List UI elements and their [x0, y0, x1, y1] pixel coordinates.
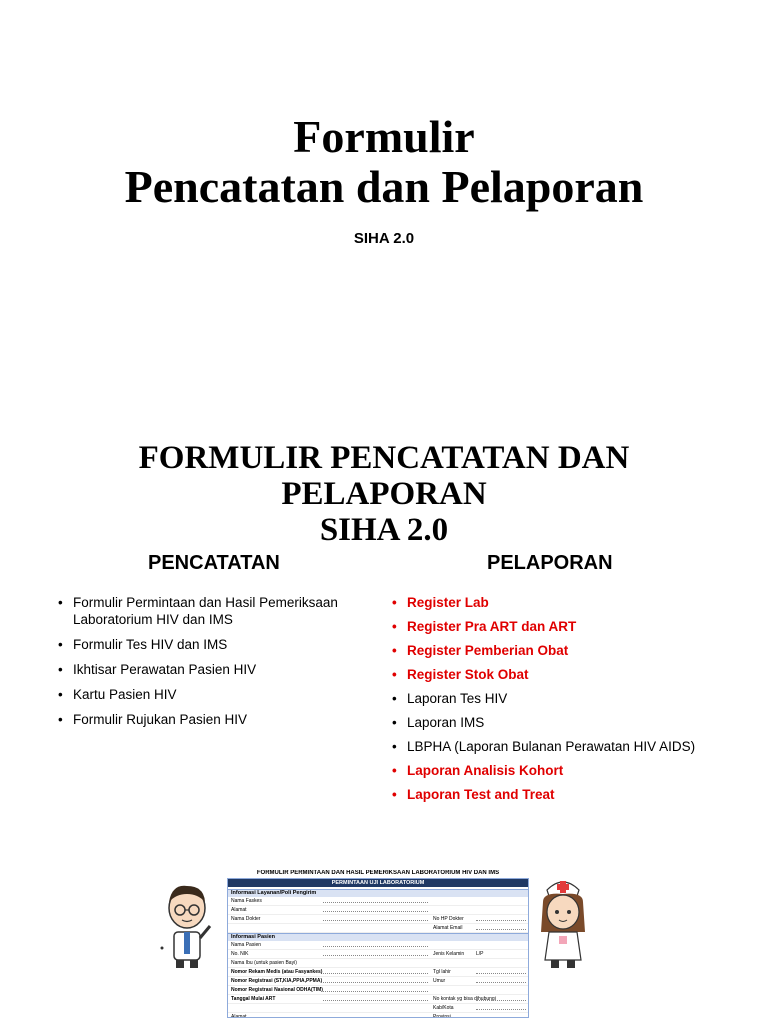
list-item: • Register Stok Obat [392, 666, 732, 683]
slide1-title-line1: Formulir [293, 111, 475, 162]
pencatatan-list [58, 594, 378, 736]
list-item: • Formulir Rujukan Pasien HIV [58, 711, 378, 728]
form-thumbnail [227, 870, 529, 1024]
form-row: Nomor Registrasi (ST,KIA,PPIA,PPMA) Umur [228, 977, 528, 986]
pencatatan-heading: PENCATATAN [148, 552, 280, 574]
form-row: Nomor Rekam Medis (atau Fasyankes) Tgl lahir [228, 968, 528, 977]
slide2-title-line3: SIHA 2.0 [319, 512, 449, 548]
slide2-title-line1: FORMULIR PENCATATAN DAN [138, 440, 630, 476]
slide2-title-line2: PELAPORAN [281, 476, 487, 512]
list-item: • Register Lab [392, 594, 732, 611]
form-bar: PERMINTAAN UJI LABORATORIUM [228, 879, 528, 887]
list-item: • Ikhtisar Perawatan Pasien HIV [58, 661, 378, 678]
nurse-figure-icon [535, 872, 591, 970]
list-item: • Laporan Analisis Kohort [392, 762, 732, 779]
form-row: Nomor Registrasi Nasional ODHA(TIM) [228, 986, 528, 995]
slide1-subtitle: SIHA 2.0 [353, 230, 415, 247]
list-item: • Laporan IMS [392, 714, 732, 731]
doctor-figure-icon [158, 880, 218, 970]
form-section-1: Informasi Layanan/Poli Pengirim [228, 889, 528, 897]
list-item: • Laporan Tes HIV [392, 690, 732, 707]
list-item: • Formulir Permintaan dan Hasil Pemeriksaan Laboratorium HIV dan IMS [58, 594, 378, 628]
form-row: No. NIK Jenis Kelamin L/P [228, 950, 528, 959]
list-item: • Register Pra ART dan ART [392, 618, 732, 635]
form-row: Alamat Provinsi [228, 1013, 528, 1018]
form-row: Tanggal Mulai ART No kontak yg bisa dihubungi [228, 995, 528, 1004]
list-item: • Kartu Pasien HIV [58, 686, 378, 703]
form-row: Nama Dokter No HP Dokter [228, 915, 528, 924]
list-item: • Register Pemberian Obat [392, 642, 732, 659]
list-item: • Formulir Tes HIV dan IMS [58, 636, 378, 653]
form-row: Nama Pasien [228, 941, 528, 950]
pelaporan-list [392, 594, 732, 810]
form-row: Alamat Email [228, 924, 528, 933]
pelaporan-heading: PELAPORAN [487, 552, 613, 574]
form-row: Nama Ibu (untuk pasien Bayi) [228, 959, 528, 968]
form-section-2: Informasi Pasien [228, 933, 528, 941]
slide1-title [0, 112, 768, 212]
slide1-title-line2: Pencatatan dan Pelaporan [124, 161, 644, 212]
list-item: • LBPHA (Laporan Bulanan Perawatan HIV AIDS) [392, 738, 732, 755]
form-row: Kab/Kota [228, 1004, 528, 1013]
slide2-title [0, 440, 768, 548]
list-item: • Laporan Test and Treat [392, 786, 732, 803]
form-title: FORMULIR PERMINTAAN DAN HASIL PEMERIKSAAN LABORATORIUM HIV DAN IMS [256, 870, 500, 876]
form-frame [227, 878, 529, 1018]
form-row: Nama Faskes [228, 897, 528, 906]
form-row: Alamat [228, 906, 528, 915]
